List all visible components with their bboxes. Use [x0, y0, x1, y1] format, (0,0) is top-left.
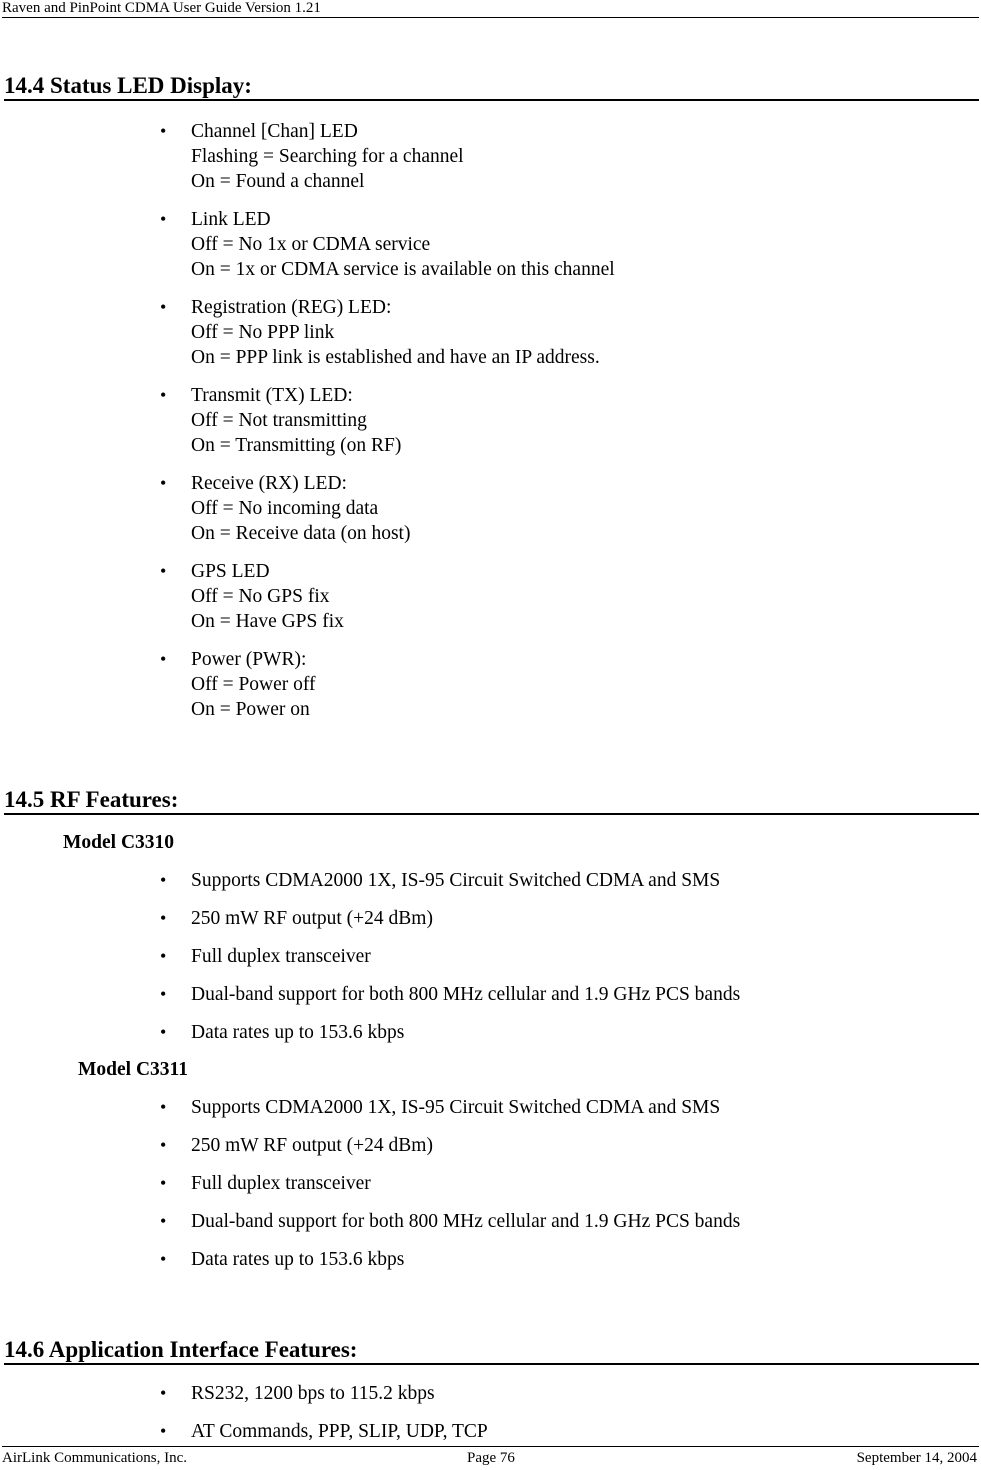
list-item	[0, 982, 740, 1020]
model-c3311-features	[0, 1095, 740, 1285]
list-item-line: On = Receive data (on host)	[191, 523, 411, 544]
list-item-line: On = Found a channel	[191, 171, 365, 192]
model-heading-c3310: Model C3310	[63, 832, 175, 853]
list-item-line: Off = Not transmitting	[191, 410, 367, 431]
list-item	[0, 1381, 488, 1419]
bullet-icon: •	[160, 908, 167, 928]
bullet-icon: •	[160, 1383, 167, 1403]
list-item-line: Registration (REG) LED:	[191, 297, 392, 318]
list-item	[0, 1171, 740, 1209]
bullet-icon: •	[160, 1249, 167, 1269]
app-interface-features	[0, 1381, 488, 1444]
section-heading-app-interface: 14.6 Application Interface Features:	[4, 1337, 979, 1365]
list-item-line: Link LED	[191, 209, 271, 230]
list-item	[0, 1247, 740, 1285]
bullet-icon: •	[160, 385, 167, 405]
bullet-icon: •	[160, 1097, 167, 1117]
list-item	[0, 1020, 740, 1058]
bullet-icon: •	[160, 297, 167, 317]
bullet-icon: •	[160, 209, 167, 229]
list-item-line: Off = No incoming data	[191, 498, 379, 519]
list-item-line: On = 1x or CDMA service is available on this channel	[191, 259, 615, 280]
list-item-text: Dual-band support for both 800 MHz cellular and 1.9 GHz PCS bands	[191, 1211, 741, 1232]
list-item-text: RS232, 1200 bps to 115.2 kbps	[191, 1383, 435, 1404]
list-item-text: AT Commands, PPP, SLIP, UDP, TCP	[191, 1421, 488, 1442]
list-item	[0, 471, 615, 559]
list-item	[0, 295, 615, 383]
list-item-text: Supports CDMA2000 1X, IS-95 Circuit Switched CDMA and SMS	[191, 870, 721, 891]
list-item-line: On = Have GPS fix	[191, 611, 344, 632]
list-item	[0, 868, 740, 906]
section-heading-status-led: 14.4 Status LED Display:	[4, 73, 979, 101]
footer-page-number: Page 76	[467, 1450, 515, 1466]
list-item-line: Off = No GPS fix	[191, 586, 330, 607]
bullet-icon: •	[160, 870, 167, 890]
list-item-line: GPS LED	[191, 561, 270, 582]
section-heading-rf-features: 14.5 RF Features:	[4, 787, 979, 815]
list-item-line: Off = Power off	[191, 674, 316, 695]
model-heading-c3311: Model C3311	[78, 1059, 188, 1080]
status-led-list	[0, 119, 615, 722]
list-item-text: Full duplex transceiver	[191, 1173, 371, 1194]
list-item-text: Full duplex transceiver	[191, 946, 371, 967]
list-item	[0, 383, 615, 471]
list-item-text: Data rates up to 153.6 kbps	[191, 1022, 405, 1043]
footer-date: September 14, 2004	[856, 1450, 977, 1466]
bullet-icon: •	[160, 561, 167, 581]
footer-company: AirLink Communications, Inc.	[2, 1450, 187, 1466]
list-item-line: On = Power on	[191, 699, 310, 720]
list-item-text: 250 mW RF output (+24 dBm)	[191, 908, 433, 929]
list-item	[0, 1133, 740, 1171]
list-item	[0, 207, 615, 295]
list-item-line: Power (PWR):	[191, 649, 307, 670]
running-footer	[2, 1446, 979, 1466]
bullet-icon: •	[160, 649, 167, 669]
list-item-line: Receive (RX) LED:	[191, 473, 347, 494]
list-item	[0, 906, 740, 944]
model-c3310-features	[0, 868, 740, 1058]
document-title: Raven and PinPoint CDMA User Guide Version 1.21	[2, 0, 321, 16]
bullet-icon: •	[160, 1211, 167, 1231]
bullet-icon: •	[160, 1421, 167, 1441]
bullet-icon: •	[160, 1135, 167, 1155]
list-item	[0, 1209, 740, 1247]
bullet-icon: •	[160, 121, 167, 141]
list-item-text: Data rates up to 153.6 kbps	[191, 1249, 405, 1270]
list-item	[0, 119, 615, 207]
bullet-icon: •	[160, 1173, 167, 1193]
bullet-icon: •	[160, 984, 167, 1004]
bullet-icon: •	[160, 473, 167, 493]
list-item-line: On = Transmitting (on RF)	[191, 435, 402, 456]
list-item-text: 250 mW RF output (+24 dBm)	[191, 1135, 433, 1156]
list-item	[0, 944, 740, 982]
list-item-line: Flashing = Searching for a channel	[191, 146, 464, 167]
list-item-text: Supports CDMA2000 1X, IS-95 Circuit Switched CDMA and SMS	[191, 1097, 721, 1118]
list-item	[0, 1419, 488, 1444]
list-item-line: Channel [Chan] LED	[191, 121, 358, 142]
bullet-icon: •	[160, 1022, 167, 1042]
bullet-icon: •	[160, 946, 167, 966]
list-item-line: On = PPP link is established and have an IP address.	[191, 347, 600, 368]
list-item	[0, 1095, 740, 1133]
list-item-line: Off = No PPP link	[191, 322, 335, 343]
running-header	[2, 0, 979, 18]
list-item	[0, 647, 615, 722]
list-item-line: Off = No 1x or CDMA service	[191, 234, 431, 255]
list-item	[0, 559, 615, 647]
list-item-text: Dual-band support for both 800 MHz cellular and 1.9 GHz PCS bands	[191, 984, 741, 1005]
list-item-line: Transmit (TX) LED:	[191, 385, 353, 406]
